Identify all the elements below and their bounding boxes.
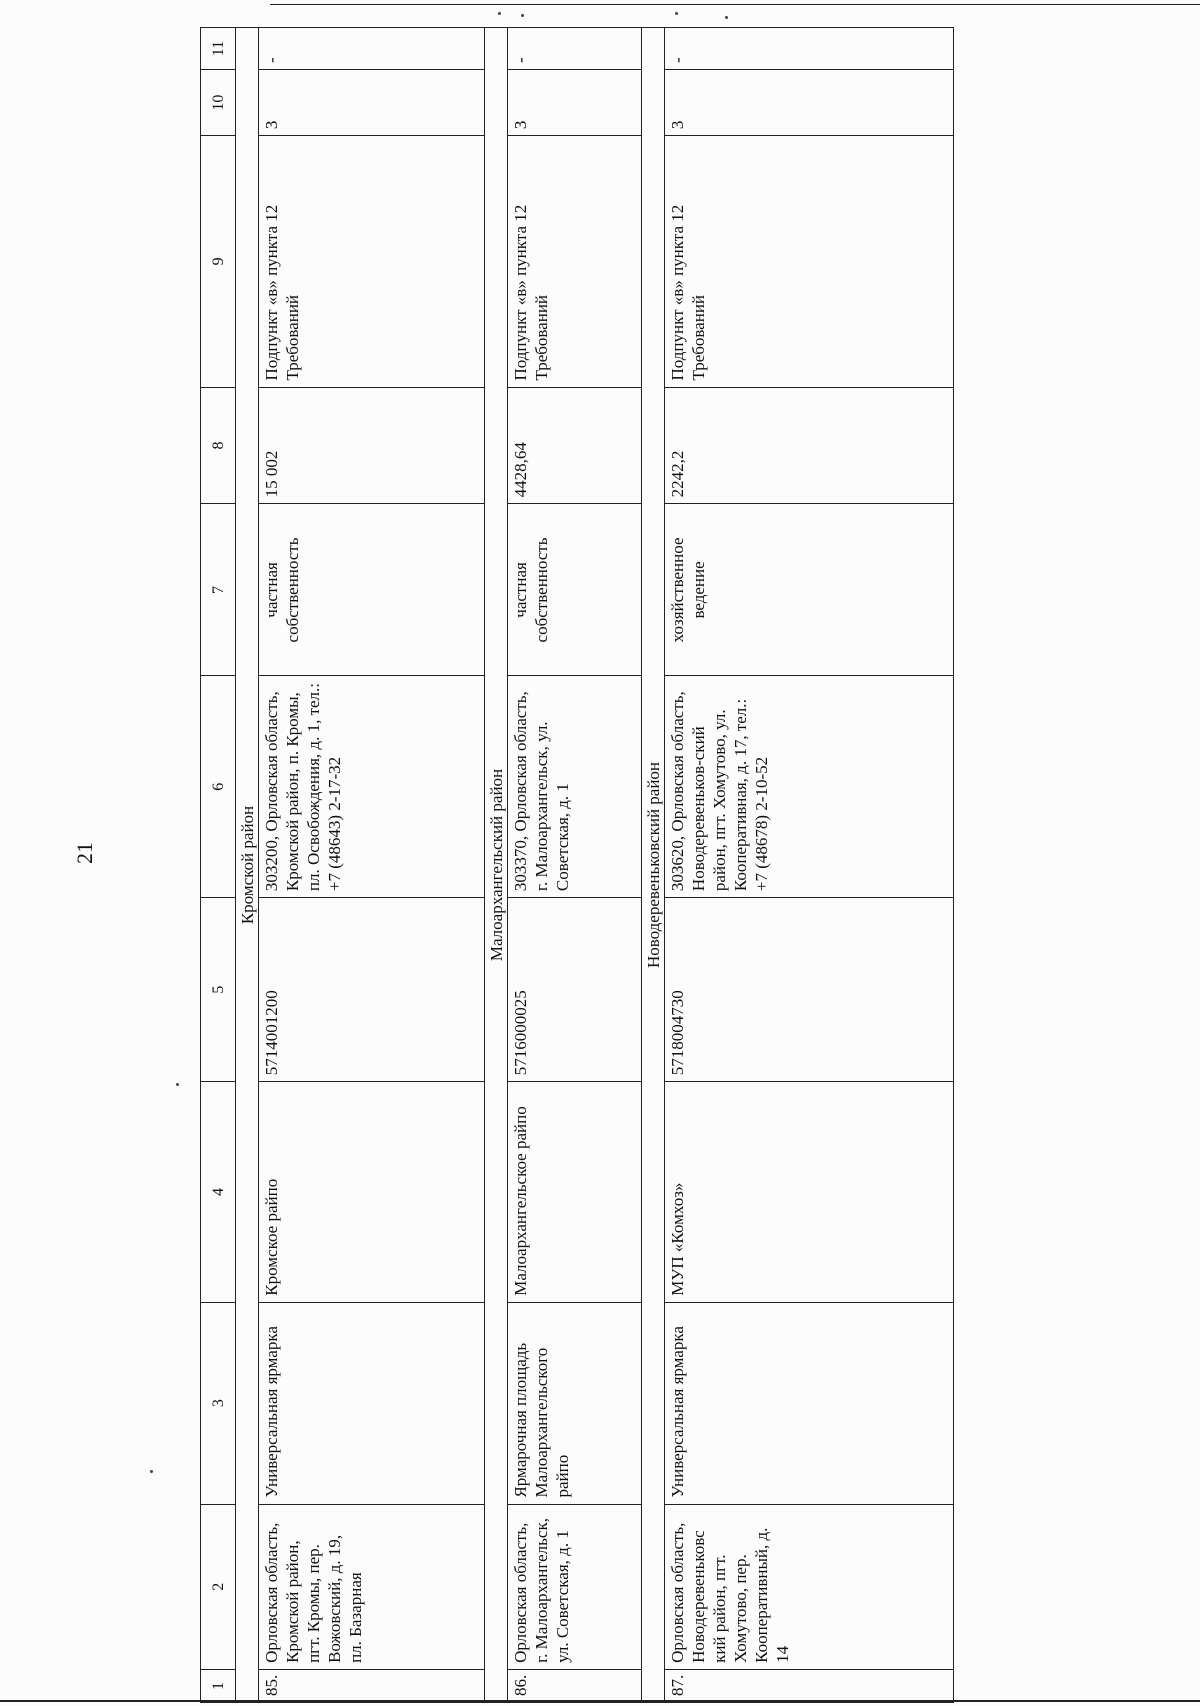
column-number: 9 (201, 136, 236, 387)
column-10-value: 3 (259, 69, 485, 135)
fair-location: Орловская область, Кромской район, пгт. Кромы, пер. Вожовский, д. 19, пл. Базарная (259, 1504, 485, 1669)
district-heading-row (236, 28, 259, 1703)
organizer-address: 303620, Орловская область, Новодеревеньков-ский район, пгт. Хомутово, ул. Кооперативная, д. 17, тел.: +7 (48678) 2-10-52 (665, 676, 954, 898)
column-number: 2 (201, 1504, 236, 1669)
area-value: 2242,2 (665, 387, 954, 504)
fair-registry-table (200, 27, 954, 1703)
scan-speck (176, 1083, 179, 1086)
ownership-type: частная собственность (508, 504, 642, 676)
column-number: 7 (201, 504, 236, 676)
column-number: 5 (201, 898, 236, 1082)
column-11-value: - (665, 28, 954, 70)
row-number: 86. (508, 1669, 642, 1702)
table-row (508, 28, 642, 1703)
scan-edge-top (270, 4, 1200, 5)
organizer-name: Малоархангельское райпо (508, 1082, 642, 1303)
organizer-inn: 5716000025 (508, 898, 642, 1082)
fair-location: Орловская область, г. Малоархангельск, ул. Советская, д. 1 (508, 1504, 642, 1669)
column-number: 10 (201, 69, 236, 135)
column-number: 6 (201, 676, 236, 898)
scan-speck (521, 14, 524, 17)
column-number: 4 (201, 1082, 236, 1303)
district-heading: Малоархангельский район (485, 28, 508, 1703)
column-number: 3 (201, 1302, 236, 1504)
page-number: 21 (72, 842, 97, 864)
scan-speck (725, 16, 728, 19)
column-10-value: 3 (665, 69, 954, 135)
district-heading: Кромской район (236, 28, 259, 1703)
fair-type: Универсальная ярмарка (259, 1302, 485, 1504)
fair-type: Универсальная ярмарка (665, 1302, 954, 1504)
column-10-value: 3 (508, 69, 642, 135)
fair-location: Орловская область, Новодеревеньковс кий район, пгт. Хомутово, пер. Кооперативный, д. 14 (665, 1504, 954, 1669)
column-number: 1 (201, 1669, 236, 1702)
legal-basis: Подпункт «в» пункта 12 Требований (508, 136, 642, 387)
district-heading: Новодеревеньковский район (642, 28, 665, 1703)
scan-speck (150, 1470, 153, 1473)
column-number: 8 (201, 387, 236, 504)
ownership-type: частная собственность (259, 504, 485, 676)
scan-speck (498, 12, 501, 15)
organizer-name: МУП «Комхоз» (665, 1082, 954, 1303)
fair-type: Ярмарочная площадь Малоархангельского райпо (508, 1302, 642, 1504)
row-number: 87. (665, 1669, 954, 1702)
row-number: 85. (259, 1669, 485, 1702)
column-number: 11 (201, 28, 236, 70)
column-11-value: - (259, 28, 485, 70)
organizer-name: Кромское райпо (259, 1082, 485, 1303)
organizer-address: 303200, Орловская область, Кромской район, п. Кромы, пл. Освобождения, д. 1, тел.: +7 (48643) 2-17-32 (259, 676, 485, 898)
district-heading-row (642, 28, 665, 1703)
area-value: 15 002 (259, 387, 485, 504)
ownership-type: хозяйственное ведение (665, 504, 954, 676)
column-11-value: - (508, 28, 642, 70)
area-value: 4428,64 (508, 387, 642, 504)
column-number-row (201, 28, 236, 1703)
table-row (665, 28, 954, 1703)
legal-basis: Подпункт «в» пункта 12 Требований (259, 136, 485, 387)
scan-speck (675, 12, 678, 15)
legal-basis: Подпункт «в» пункта 12 Требований (665, 136, 954, 387)
organizer-address: 303370, Орловская область, г. Малоархангельск, ул. Советская, д. 1 (508, 676, 642, 898)
table-row (259, 28, 485, 1703)
rotated-table-wrapper (200, 27, 960, 1703)
organizer-inn: 5718004730 (665, 898, 954, 1082)
district-heading-row (485, 28, 508, 1703)
organizer-inn: 5714001200 (259, 898, 485, 1082)
